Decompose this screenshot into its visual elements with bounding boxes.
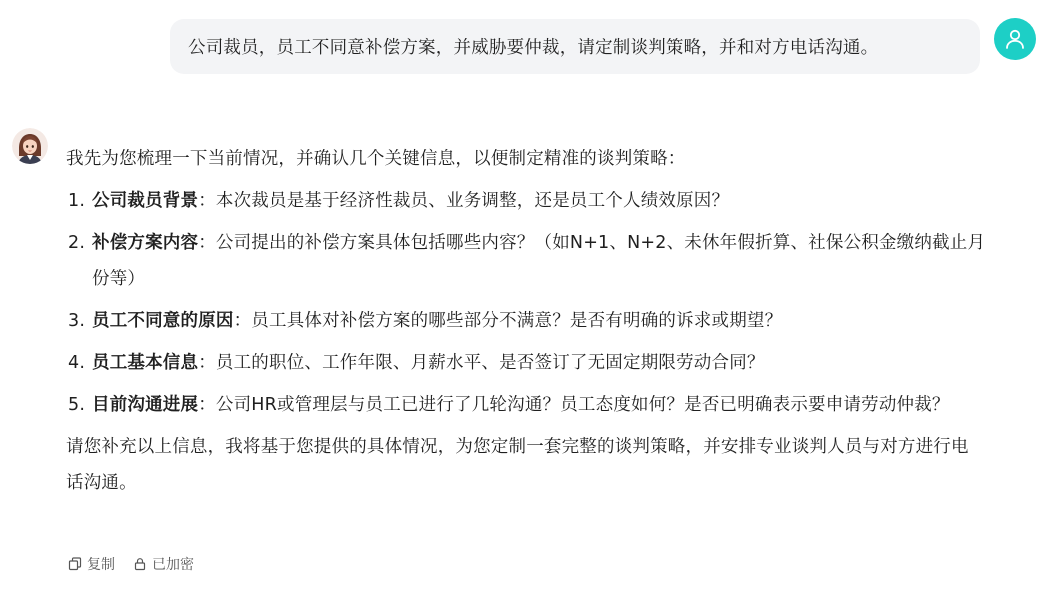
list-item [66, 183, 986, 219]
list-item-text: ：公司提出的补偿方案具体包括哪些内容？（如N+1、N+2、未休年假折算、社保公积金缴纳截止月份等） [92, 233, 986, 289]
list-item-text: ：员工具体对补偿方案的哪些部分不满意？是否有明确的诉求或期望？ [233, 311, 783, 331]
list-item-title: 目前沟通进展 [92, 395, 199, 415]
list-item [66, 387, 986, 423]
list-number: 1. [68, 191, 86, 211]
list-item-title: 补偿方案内容 [92, 233, 199, 253]
key-info-list [66, 183, 986, 423]
list-number: 4. [68, 353, 86, 373]
user-avatar[interactable] [994, 18, 1036, 60]
copy-button[interactable] [68, 554, 115, 574]
list-item-text: ：公司HR或管理层与员工已进行了几轮沟通？员工态度如何？是否已明确表示要申请劳动仲裁？ [198, 395, 950, 415]
list-number: 3. [68, 311, 86, 331]
list-item-title: 公司裁员背景 [92, 191, 199, 211]
user-icon [1003, 27, 1027, 51]
list-item-title: 员工基本信息 [92, 353, 199, 373]
assistant-message [66, 141, 986, 501]
copy-icon [68, 557, 82, 571]
assistant-intro: 我先为您梳理一下当前情况，并确认几个关键信息，以便制定精准的谈判策略： [66, 149, 686, 169]
lock-icon [133, 557, 147, 571]
list-number: 5. [68, 395, 86, 415]
list-item [66, 225, 986, 297]
list-item-text: ：本次裁员是基于经济性裁员、业务调整，还是员工个人绩效原因？ [198, 191, 730, 211]
list-item-text: ：员工的职位、工作年限、月薪水平、是否签订了无固定期限劳动合同？ [198, 353, 765, 373]
list-number: 2. [68, 233, 86, 253]
assistant-avatar-icon [12, 128, 48, 164]
encrypted-indicator [133, 554, 194, 574]
message-actions [68, 554, 212, 574]
copy-label: 复制 [87, 557, 115, 573]
list-item-title: 员工不同意的原因 [92, 311, 234, 331]
list-item [66, 345, 986, 381]
assistant-outro: 请您补充以上信息，我将基于您提供的具体情况，为您定制一套完整的谈判策略，并安排专业谈判人员与对方进行电话沟通。 [66, 437, 969, 493]
user-message-text: 公司裁员，员工不同意补偿方案，并威胁要仲裁，请定制谈判策略，并和对方电话沟通。 [188, 38, 879, 58]
assistant-avatar [12, 128, 48, 164]
user-message-bubble [170, 19, 980, 74]
list-item [66, 303, 986, 339]
encrypted-label: 已加密 [152, 557, 194, 573]
